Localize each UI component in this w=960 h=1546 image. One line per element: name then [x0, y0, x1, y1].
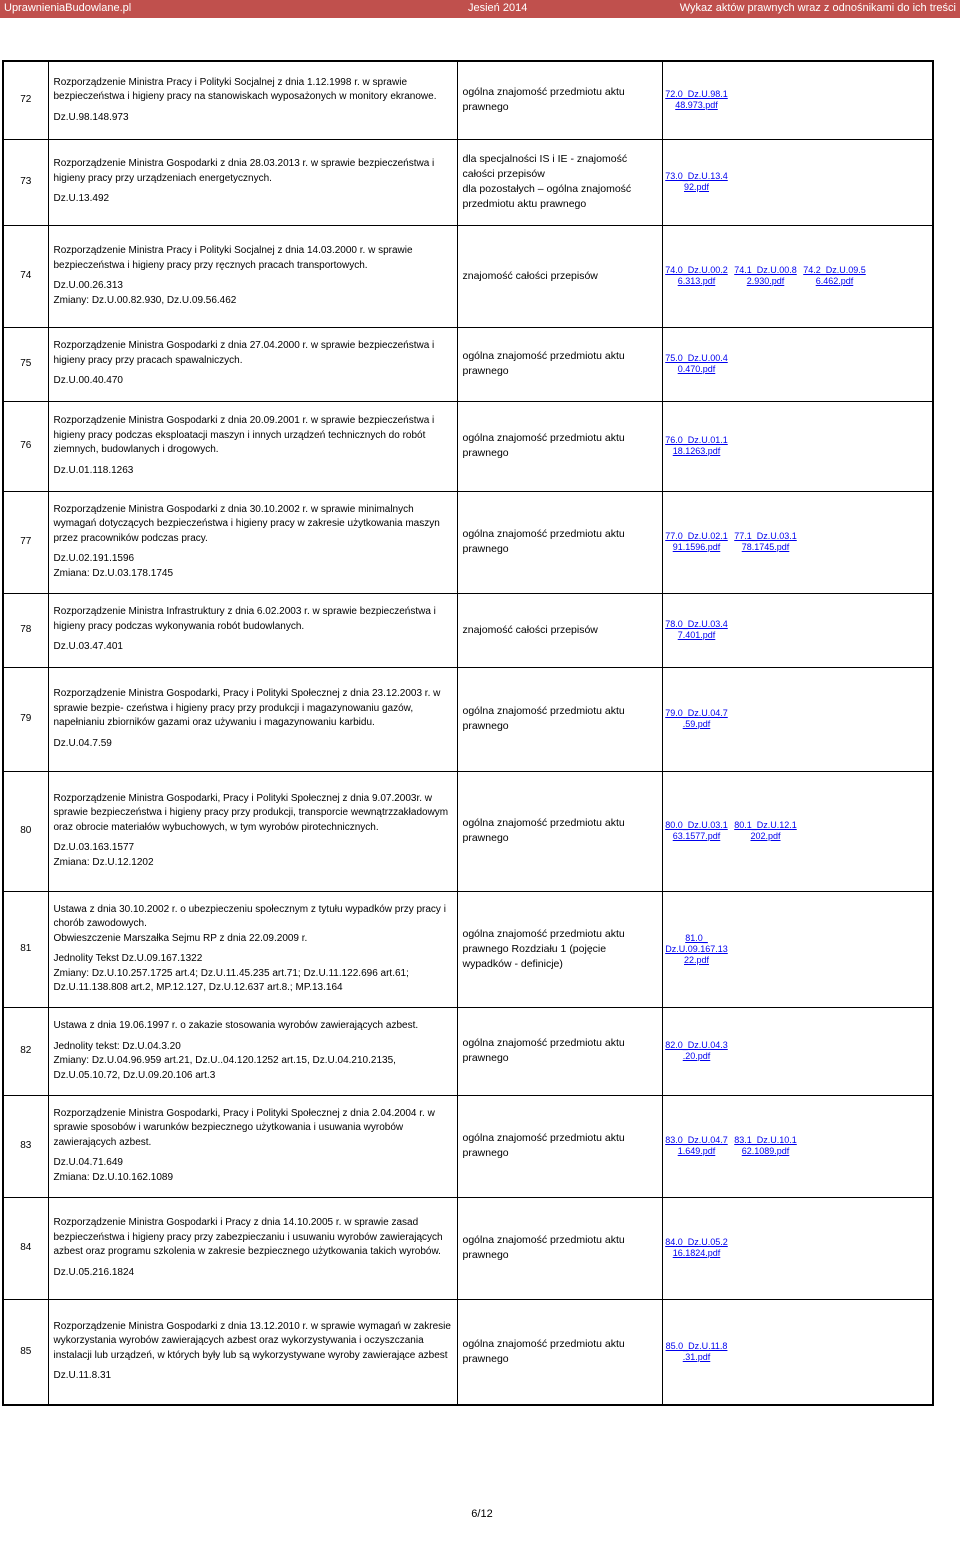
pdf-link[interactable] [732, 1135, 800, 1157]
pdf-links-cell [662, 1197, 933, 1299]
knowledge-scope [457, 891, 662, 1007]
row-number: 75 [3, 327, 48, 401]
act-line: Ustawa z dnia 19.06.1997 r. o zakazie stosowania wyrobów zawierających azbest. [53, 1020, 419, 1031]
act-line: Dz.U.11.8.31 [53, 1370, 112, 1382]
pdf-links [663, 265, 933, 287]
scope-line: ogólna znajomość przedmiotu aktu prawnego [462, 1234, 625, 1261]
pdf-link-text: 82.0_Dz.U.04.3 [665, 1040, 728, 1050]
pdf-link-text: 2.930.pdf [746, 276, 785, 286]
act-line: Dz.U.03.163.1577 [53, 842, 135, 854]
act-description [48, 139, 457, 225]
table-row [3, 491, 933, 593]
pdf-links [663, 531, 933, 553]
pdf-links [663, 708, 933, 730]
pdf-link-text: 202.pdf [750, 831, 781, 841]
scope-line: ogólna znajomość przedmiotu aktu prawnego [462, 1037, 625, 1064]
pdf-links [663, 1135, 933, 1157]
act-description [48, 401, 457, 491]
row-number: 85 [3, 1299, 48, 1405]
act-line: Dz.U.05.216.1824 [53, 1266, 135, 1278]
pdf-link[interactable] [663, 1341, 731, 1363]
pdf-link-text: 78.1745.pdf [741, 542, 790, 552]
table-row [3, 401, 933, 491]
act-line: Zmiana: Dz.U.10.162.1089 [53, 1171, 174, 1183]
pdf-links [663, 1237, 933, 1259]
pdf-link-text: 63.1577.pdf [672, 831, 721, 841]
knowledge-scope [457, 667, 662, 771]
act-line: Zmiana: Dz.U.03.178.1745 [53, 567, 174, 579]
pdf-link-text: .59.pdf [682, 719, 711, 729]
pdf-link-text: 79.0_Dz.U.04.7 [665, 708, 728, 718]
pdf-link-text: 48.973.pdf [675, 100, 718, 111]
row-number: 73 [3, 139, 48, 225]
pdf-link-text: 81.0_ [685, 932, 708, 943]
table-row [3, 1095, 933, 1197]
act-line: Zmiana: Dz.U.12.1202 [53, 856, 154, 868]
pdf-links [663, 820, 933, 842]
pdf-link[interactable] [732, 820, 800, 842]
pdf-link-text: 83.0_Dz.U.04.7 [665, 1135, 728, 1145]
header-document-title: Wykaz aktów prawnych wraz z odnośnikami do ich treści [679, 2, 956, 14]
pdf-link-text: 76.0_Dz.U.01.1 [665, 435, 728, 445]
pdf-link[interactable] [732, 531, 800, 553]
act-line: Rozporządzenie Ministra Pracy i Polityki Socjalnej z dnia 1.12.1998 r. w sprawie bezpieczeństwa i higieny pracy na stanowiskach wyposażonych w monitory ekranowe. [53, 76, 437, 102]
table-row [3, 593, 933, 667]
row-number: 81 [3, 891, 48, 1007]
pdf-link-text: Dz.U.09.167.13 [665, 943, 728, 954]
pdf-links-cell [662, 61, 933, 139]
pdf-link[interactable] [732, 265, 800, 287]
act-description [48, 1299, 457, 1405]
act-line: Rozporządzenie Ministra Gospodarki, Pracy i Polityki Społecznej z dnia 23.12.2003 r. w sprawie bezpie- czeństwa i higieny pracy przy produkcji i magazynowaniu gazów, napełnianiu zbiorników gazami oraz używaniu i magazynowaniu karbidu. [53, 688, 441, 728]
knowledge-scope [457, 139, 662, 225]
pdf-links-cell [662, 1299, 933, 1405]
scope-line: ogólna znajomość przedmiotu aktu prawnego [462, 432, 625, 459]
pdf-links [663, 1341, 933, 1363]
pdf-links-cell [662, 139, 933, 225]
row-number: 82 [3, 1007, 48, 1095]
row-number: 83 [3, 1095, 48, 1197]
knowledge-scope [457, 61, 662, 139]
pdf-links-cell [662, 401, 933, 491]
act-line: Dz.U.02.191.1596 [53, 553, 135, 565]
pdf-link-text: 75.0_Dz.U.00.4 [665, 353, 728, 363]
pdf-links-cell [662, 1095, 933, 1197]
pdf-links-cell [662, 225, 933, 327]
act-description [48, 61, 457, 139]
table-row [3, 1007, 933, 1095]
act-line: Rozporządzenie Ministra Gospodarki, Pracy i Polityki Społecznej z dnia 2.04.2004 r. w sprawie sposobów i warunków bezpiecznego użytkowania i usuwania wyrobów zawierających azbest. [53, 1107, 435, 1148]
pdf-links-cell [662, 667, 933, 771]
row-number: 78 [3, 593, 48, 667]
pdf-link-text: 84.0_Dz.U.05.2 [665, 1237, 728, 1247]
pdf-link[interactable] [663, 619, 731, 641]
scope-line: ogólna znajomość przedmiotu aktu prawnego [462, 528, 625, 555]
pdf-link[interactable] [663, 171, 731, 193]
pdf-links [663, 1040, 933, 1062]
knowledge-scope [457, 401, 662, 491]
pdf-link-text: 0.470.pdf [677, 364, 716, 374]
pdf-link-text: 77.1_Dz.U.03.1 [734, 531, 797, 541]
pdf-link-text: 85.0_Dz.U.11.8 [665, 1340, 728, 1351]
act-line: Rozporządzenie Ministra Pracy i Polityki Socjalnej z dnia 14.03.2000 r. w sprawie bezpieczeństwa i higieny pracy przy ręcznych pracach transportowych. [53, 245, 413, 271]
row-number: 77 [3, 491, 48, 593]
act-description [48, 1095, 457, 1197]
row-number: 76 [3, 401, 48, 491]
act-line: Rozporządzenie Ministra Gospodarki z dnia 20.09.2001 r. w sprawie bezpieczeństwa i higieny pracy podczas eksploatacji maszyn i innych urządzeń technicznych do robót ziemnych, budowlanych i drogowych. [53, 415, 435, 455]
act-line: Dz.U.04.7.59 [53, 737, 112, 749]
act-line: Rozporządzenie Ministra Gospodarki z dnia 27.04.2000 r. w sprawie bezpieczeństwa i higieny pracy przy pracach spawalniczych. [53, 340, 435, 366]
pdf-links-cell [662, 1007, 933, 1095]
act-line: Zmiany: Dz.U.04.96.959 art.21, Dz.U..04.120.1252 art.15, Dz.U.04.210.2135, Dz.U.05.10.72, Dz.U.09.20.106 art.3 [53, 1055, 396, 1081]
scope-line: ogólna znajomość przedmiotu aktu prawnego [462, 350, 625, 377]
act-line: Dz.U.00.40.470 [53, 375, 123, 387]
pdf-link-text: 16.1824.pdf [672, 1248, 721, 1258]
page-number: 6/12 [471, 1508, 493, 1520]
act-description [48, 593, 457, 667]
knowledge-scope [457, 1007, 662, 1095]
row-number: 74 [3, 225, 48, 327]
pdf-link-text: .31.pdf [682, 1351, 711, 1362]
pdf-link-text: 73.0_Dz.U.13.4 [665, 171, 728, 181]
act-line: Dz.U.01.118.1263 [53, 464, 134, 476]
act-line: Zmiany: Dz.U.10.257.1725 art.4; Dz.U.11.45.235 art.71; Dz.U.11.122.696 art.61; Dz.U.11.138.808 art.2, MP.12.127, Dz.U.12.637 art.8.; MP.13.164 [53, 967, 409, 993]
pdf-link[interactable] [663, 265, 731, 287]
header-bar [0, 0, 960, 18]
pdf-link-text: 74.0_Dz.U.00.2 [665, 265, 728, 275]
table-row [3, 139, 933, 225]
scope-line: ogólna znajomość przedmiotu aktu prawnego [462, 1132, 625, 1159]
act-description [48, 891, 457, 1007]
act-line: Rozporządzenie Ministra Infrastruktury z dnia 6.02.2003 r. w sprawie bezpieczeństwa i higieny pracy podczas wykonywania robót budowlanych. [53, 606, 436, 632]
pdf-link-text: 22.pdf [683, 954, 710, 965]
scope-line: dla pozostałych – ogólna znajomość przedmiotu aktu prawnego [462, 183, 632, 210]
row-number: 80 [3, 771, 48, 891]
pdf-links [663, 89, 933, 111]
knowledge-scope [457, 1299, 662, 1405]
act-line: Rozporządzenie Ministra Gospodarki i Pracy z dnia 14.10.2005 r. w sprawie zasad bezpieczeństwa i higieny pracy przy zabezpieczaniu i usuwaniu wyrobów zawierających azbest oraz programu szkolenia w zakresie bezpiecznego użytkowania takich wyrobów. [53, 1217, 443, 1257]
pdf-links-cell [662, 593, 933, 667]
row-number: 72 [3, 61, 48, 139]
act-line: Jednolity Tekst Dz.U.09.167.1322 [53, 953, 203, 964]
pdf-link-text: 72.0_Dz.U.98.1 [665, 89, 728, 100]
table-row [3, 891, 933, 1007]
pdf-links-cell [662, 771, 933, 891]
scope-line: znajomość całości przepisów [462, 623, 598, 636]
knowledge-scope [457, 225, 662, 327]
scope-line: ogólna znajomość przedmiotu aktu prawnego [462, 817, 625, 844]
pdf-link[interactable] [663, 89, 731, 111]
act-description [48, 327, 457, 401]
pdf-link-text: 18.1263.pdf [672, 446, 721, 456]
pdf-links [663, 435, 933, 457]
act-line: Zmiany: Dz.U.00.82.930, Dz.U.09.56.462 [53, 294, 237, 306]
pdf-links [663, 933, 933, 966]
act-description [48, 667, 457, 771]
pdf-link[interactable] [663, 353, 731, 375]
table-row [3, 771, 933, 891]
pdf-link[interactable] [663, 1040, 731, 1062]
act-line: Obwieszczenie Marszałka Sejmu RP z dnia 22.09.2009 r. [53, 932, 308, 944]
header-site-name: UprawnieniaBudowlane.pl [4, 2, 132, 14]
act-description [48, 225, 457, 327]
pdf-link-text: 77.0_Dz.U.02.1 [665, 531, 728, 541]
pdf-link-text: 1.649.pdf [677, 1146, 716, 1156]
pdf-link[interactable] [663, 1135, 731, 1157]
pdf-link-text: 62.1089.pdf [741, 1146, 790, 1156]
scope-line: ogólna znajomość przedmiotu aktu prawnego [462, 1337, 625, 1365]
knowledge-scope [457, 327, 662, 401]
pdf-links [663, 353, 933, 375]
act-description [48, 771, 457, 891]
act-line: Rozporządzenie Ministra Gospodarki z dnia 28.03.2013 r. w sprawie bezpieczeństwa i higieny pracy przy urządzeniach energetycznych. [53, 158, 435, 184]
table-row [3, 327, 933, 401]
act-description [48, 491, 457, 593]
pdf-link-text: 74.2_Dz.U.09.5 [803, 265, 866, 275]
pdf-link[interactable] [663, 435, 731, 457]
knowledge-scope [457, 1197, 662, 1299]
scope-line: ogólna znajomość przedmiotu aktu prawnego [462, 705, 625, 732]
pdf-link-text: 91.1596.pdf [672, 542, 721, 552]
knowledge-scope [457, 1095, 662, 1197]
act-line: Dz.U.98.148.973 [53, 111, 129, 123]
pdf-link-text: .20.pdf [682, 1051, 711, 1061]
pdf-link-text: 80.0_Dz.U.03.1 [665, 820, 728, 830]
act-line: Dz.U.04.71.649 [53, 1157, 123, 1169]
act-description [48, 1197, 457, 1299]
knowledge-scope [457, 491, 662, 593]
pdf-link[interactable] [663, 531, 731, 553]
pdf-link-text: 6.313.pdf [677, 276, 716, 286]
table-row [3, 1299, 933, 1405]
pdf-link-text: 80.1_Dz.U.12.1 [734, 820, 797, 830]
table-row [3, 61, 933, 139]
knowledge-scope [457, 771, 662, 891]
pdf-link[interactable] [663, 933, 731, 966]
pdf-links [663, 619, 933, 641]
act-line: Ustawa z dnia 30.10.2002 r. o ubezpieczeniu społecznym z tytułu wypadków przy pracy i chorób zawodowych. [53, 903, 446, 929]
scope-line: znajomość całości przepisów [462, 269, 598, 282]
pdf-links-cell [662, 327, 933, 401]
pdf-link[interactable] [663, 820, 731, 842]
scope-line: dla specjalności IS i IE - znajomość całości przepisów [462, 153, 628, 180]
row-number: 79 [3, 667, 48, 771]
act-description [48, 1007, 457, 1095]
pdf-link-text: 74.1_Dz.U.00.8 [734, 265, 797, 275]
pdf-link[interactable] [801, 265, 869, 287]
act-line: Dz.U.13.492 [53, 193, 110, 205]
table-row [3, 667, 933, 771]
pdf-link-text: 7.401.pdf [677, 630, 716, 640]
act-line: Jednolity tekst: Dz.U.04.3.20 [53, 1040, 181, 1052]
scope-line: ogólna znajomość przedmiotu aktu prawnego [462, 86, 625, 114]
act-line: Rozporządzenie Ministra Gospodarki z dnia 30.10.2002 r. w sprawie minimalnych wymagań dotyczących bezpieczeństwa i higieny pracy w zakresie użytkowania maszyn przez pracowników podczas pracy. [53, 503, 440, 544]
pdf-link[interactable] [663, 708, 731, 730]
row-number: 84 [3, 1197, 48, 1299]
pdf-link-text: 92.pdf [683, 182, 710, 192]
pdf-link-text: 83.1_Dz.U.10.1 [734, 1135, 797, 1145]
pdf-link-text: 78.0_Dz.U.03.4 [665, 619, 728, 629]
table-row [3, 225, 933, 327]
pdf-links-cell [662, 891, 933, 1007]
act-line: Rozporządzenie Ministra Gospodarki, Pracy i Polityki Społecznej z dnia 9.07.2003r. w sprawie bezpieczeństwa i higieny pracy przy produkcji, transporcie wewnątrzzakładowym oraz obrocie materiałów wybuchowych, w tym wyrobów pirotechnicznych. [53, 792, 449, 833]
pdf-link-text: 6.462.pdf [815, 276, 854, 286]
pdf-link[interactable] [663, 1237, 731, 1259]
act-line: Dz.U.00.26.313 [53, 280, 123, 291]
act-line: Rozporządzenie Ministra Gospodarki z dnia 13.12.2010 r. w sprawie wymagań w zakresie wykorzystania wyrobów zawierających azbest oraz wykorzystywania i oczyszczania instalacji lub urządzeń, w których były lub są wykorzystywane wyroby zawierające azbest [53, 1320, 451, 1361]
scope-line: ogólna znajomość przedmiotu aktu prawnego Rozdziału 1 (pojęcie wypadków - definicje) [462, 927, 625, 970]
page-footer [0, 1508, 960, 1520]
act-line: Dz.U.03.47.401 [53, 641, 123, 653]
knowledge-scope [457, 593, 662, 667]
regulations-table [2, 60, 934, 1406]
header-edition: Jesień 2014 [468, 2, 528, 14]
pdf-links-cell [662, 491, 933, 593]
pdf-links [663, 171, 933, 193]
table-row [3, 1197, 933, 1299]
